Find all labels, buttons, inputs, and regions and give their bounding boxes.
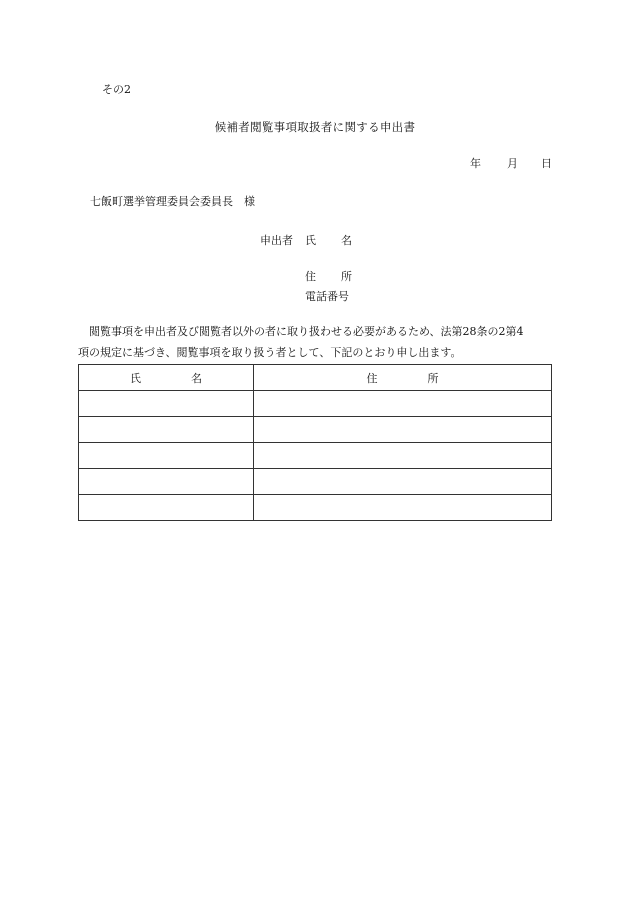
applicant-name-label-2: 名: [341, 234, 352, 247]
address-cell[interactable]: [254, 391, 552, 417]
name-cell[interactable]: [79, 443, 254, 469]
table-row: [79, 417, 552, 443]
request-statement: [78, 321, 556, 363]
table-row: [79, 495, 552, 521]
header-name-char-2: 名: [191, 371, 202, 385]
applicant-name-label-1: 氏: [305, 234, 316, 247]
handler-table: [78, 364, 552, 521]
address-cell[interactable]: [254, 443, 552, 469]
document-title: 候補者閲覧事項取扱者に関する申出書: [214, 120, 416, 134]
date-day-label: 日: [541, 157, 552, 170]
address-cell[interactable]: [254, 417, 552, 443]
address-cell[interactable]: [254, 469, 552, 495]
address-cell[interactable]: [254, 495, 552, 521]
header-name-char-1: 氏: [130, 371, 141, 385]
table-row: [79, 469, 552, 495]
name-cell[interactable]: [79, 417, 254, 443]
date-year-label: 年: [470, 157, 481, 170]
header-name: [79, 365, 254, 391]
header-address-char-1: 住: [366, 371, 378, 385]
applicant-address-label-2: 所: [341, 270, 352, 283]
applicant-label: 申出者: [260, 234, 293, 247]
request-statement-line-1: 閲覧事項を申出者及び閲覧者以外の者に取り扱わせる必要があるため、法第28条の2第4: [89, 325, 524, 338]
request-statement-line-2: 項の規定に基づき、閲覧事項を取り扱う者として、下記のとおり申し出ます。: [78, 346, 462, 359]
form-number: その2: [102, 83, 131, 96]
table-row: [79, 391, 552, 417]
header-address: [254, 365, 552, 391]
name-cell[interactable]: [79, 391, 254, 417]
addressee: 七飯町選挙管理委員会委員長 様: [90, 195, 255, 208]
applicant-phone-label: 電話番号: [305, 290, 349, 303]
table-row: [79, 443, 552, 469]
header-address-char-2: 所: [427, 371, 439, 385]
date-month-label: 月: [507, 157, 518, 170]
name-cell[interactable]: [79, 495, 254, 521]
table-header-row: [79, 365, 552, 391]
name-cell[interactable]: [79, 469, 254, 495]
applicant-address-label-1: 住: [305, 270, 316, 283]
